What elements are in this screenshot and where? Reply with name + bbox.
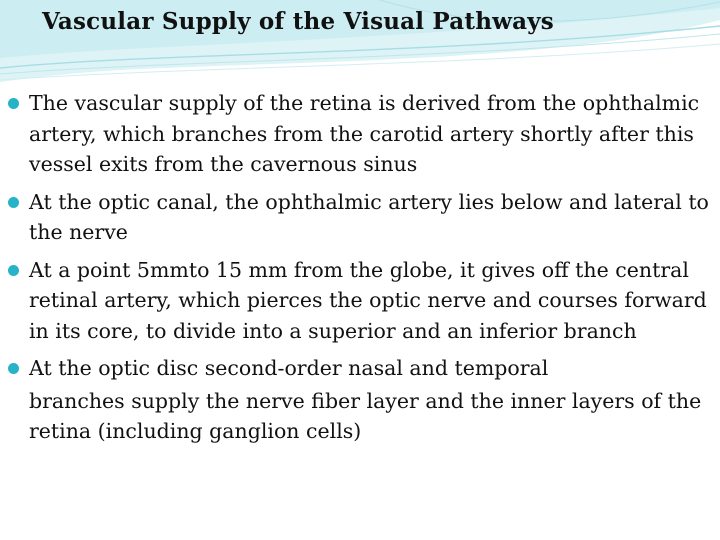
bullet-text: At the optic disc second-order nasal and temporal xyxy=(29,356,549,380)
bullet-item xyxy=(0,255,716,347)
bullet-item xyxy=(0,187,716,248)
bullet-icon xyxy=(8,197,19,208)
slide-title: Vascular Supply of the Visual Pathways xyxy=(42,8,554,35)
continuation-paragraph xyxy=(0,386,716,447)
bullet-item xyxy=(0,353,716,384)
bullet-icon xyxy=(8,98,19,109)
paragraph-text: branches supply the nerve fiber layer and the inner layers of the retina (including ganglion cells) xyxy=(29,388,702,443)
slide-body xyxy=(0,88,716,454)
bullet-text: At a point 5mmto 15 mm from the globe, it gives off the central retinal artery, which pierces the optic nerve and courses forward in its core, to divide into a superior and an inferior branch xyxy=(29,257,707,343)
bullet-icon xyxy=(8,265,19,276)
bullet-icon xyxy=(8,363,19,374)
bullet-text: At the optic canal, the ophthalmic artery lies below and lateral to the nerve xyxy=(29,189,709,244)
bullet-item xyxy=(0,88,716,180)
bullet-text: The vascular supply of the retina is derived from the ophthalmic artery, which branches from the carotid artery shortly after this vessel exits from the cavernous sinus xyxy=(29,91,700,176)
